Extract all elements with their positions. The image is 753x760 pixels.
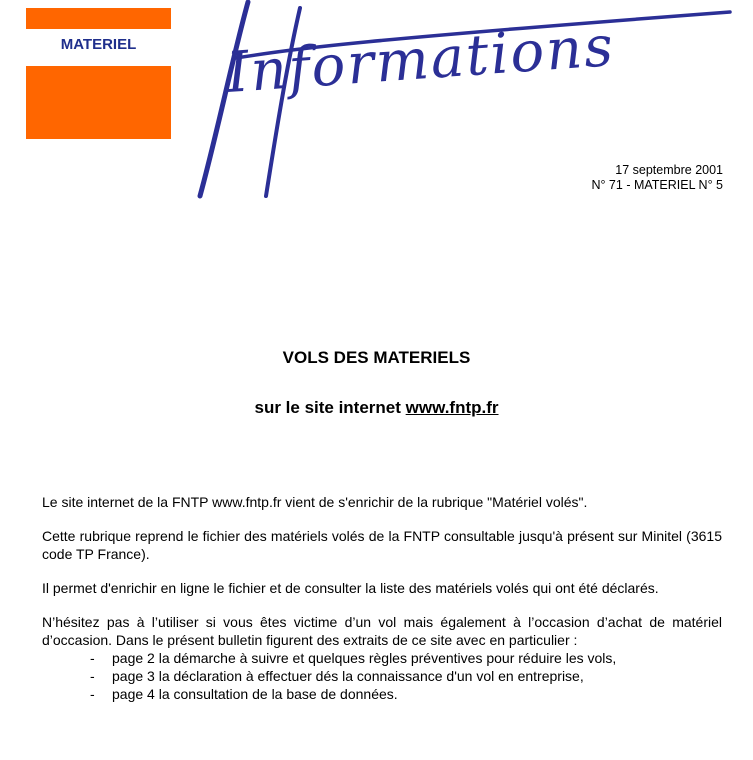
bullet-item: - page 4 la consultation de la base de données. (90, 685, 722, 703)
paragraph-1: Le site internet de la FNTP www.fntp.fr vient de s'enrichir de la rubrique "Matériel volés". (42, 494, 588, 510)
paragraph-2: Cette rubrique reprend le fichier des matériels volés de la FNTP consultable jusqu'à présent sur Minitel (3615 code TP France). (42, 528, 722, 562)
subtitle-prefix: sur le site internet (254, 398, 406, 417)
issue-info (591, 163, 723, 193)
masthead-title: Informations (224, 14, 617, 106)
issue-number: N° 71 - MATERIEL N° 5 (591, 178, 723, 192)
bullet-item: - page 2 la démarche à suivre et quelques règles préventives pour réduire les vols, (90, 649, 722, 667)
paragraph-4: N’hésitez pas à l’utiliser si vous êtes victime d’un vol mais également à l’occasion d’achat de matériel d’occasion. Dans le présent bulletin figurent des extraits de ce site avec en particulier : (42, 614, 722, 648)
category-label: MATERIEL (60, 36, 137, 53)
subtitle (0, 398, 753, 418)
body-text (42, 493, 722, 703)
bullet-list (42, 649, 722, 703)
bullet-item: - page 3 la déclaration à effectuer dés la connaissance d'un vol en entreprise, (90, 667, 722, 685)
main-title: VOLS DES MATERIELS (282, 348, 471, 367)
issue-date: 17 septembre 2001 (615, 163, 723, 177)
fntp-link[interactable]: www.fntp.fr (405, 398, 499, 417)
paragraph-3: Il permet d'enrichir en ligne le fichier et de consulter la liste des matériels volés qui ont été déclarés. (42, 580, 659, 596)
